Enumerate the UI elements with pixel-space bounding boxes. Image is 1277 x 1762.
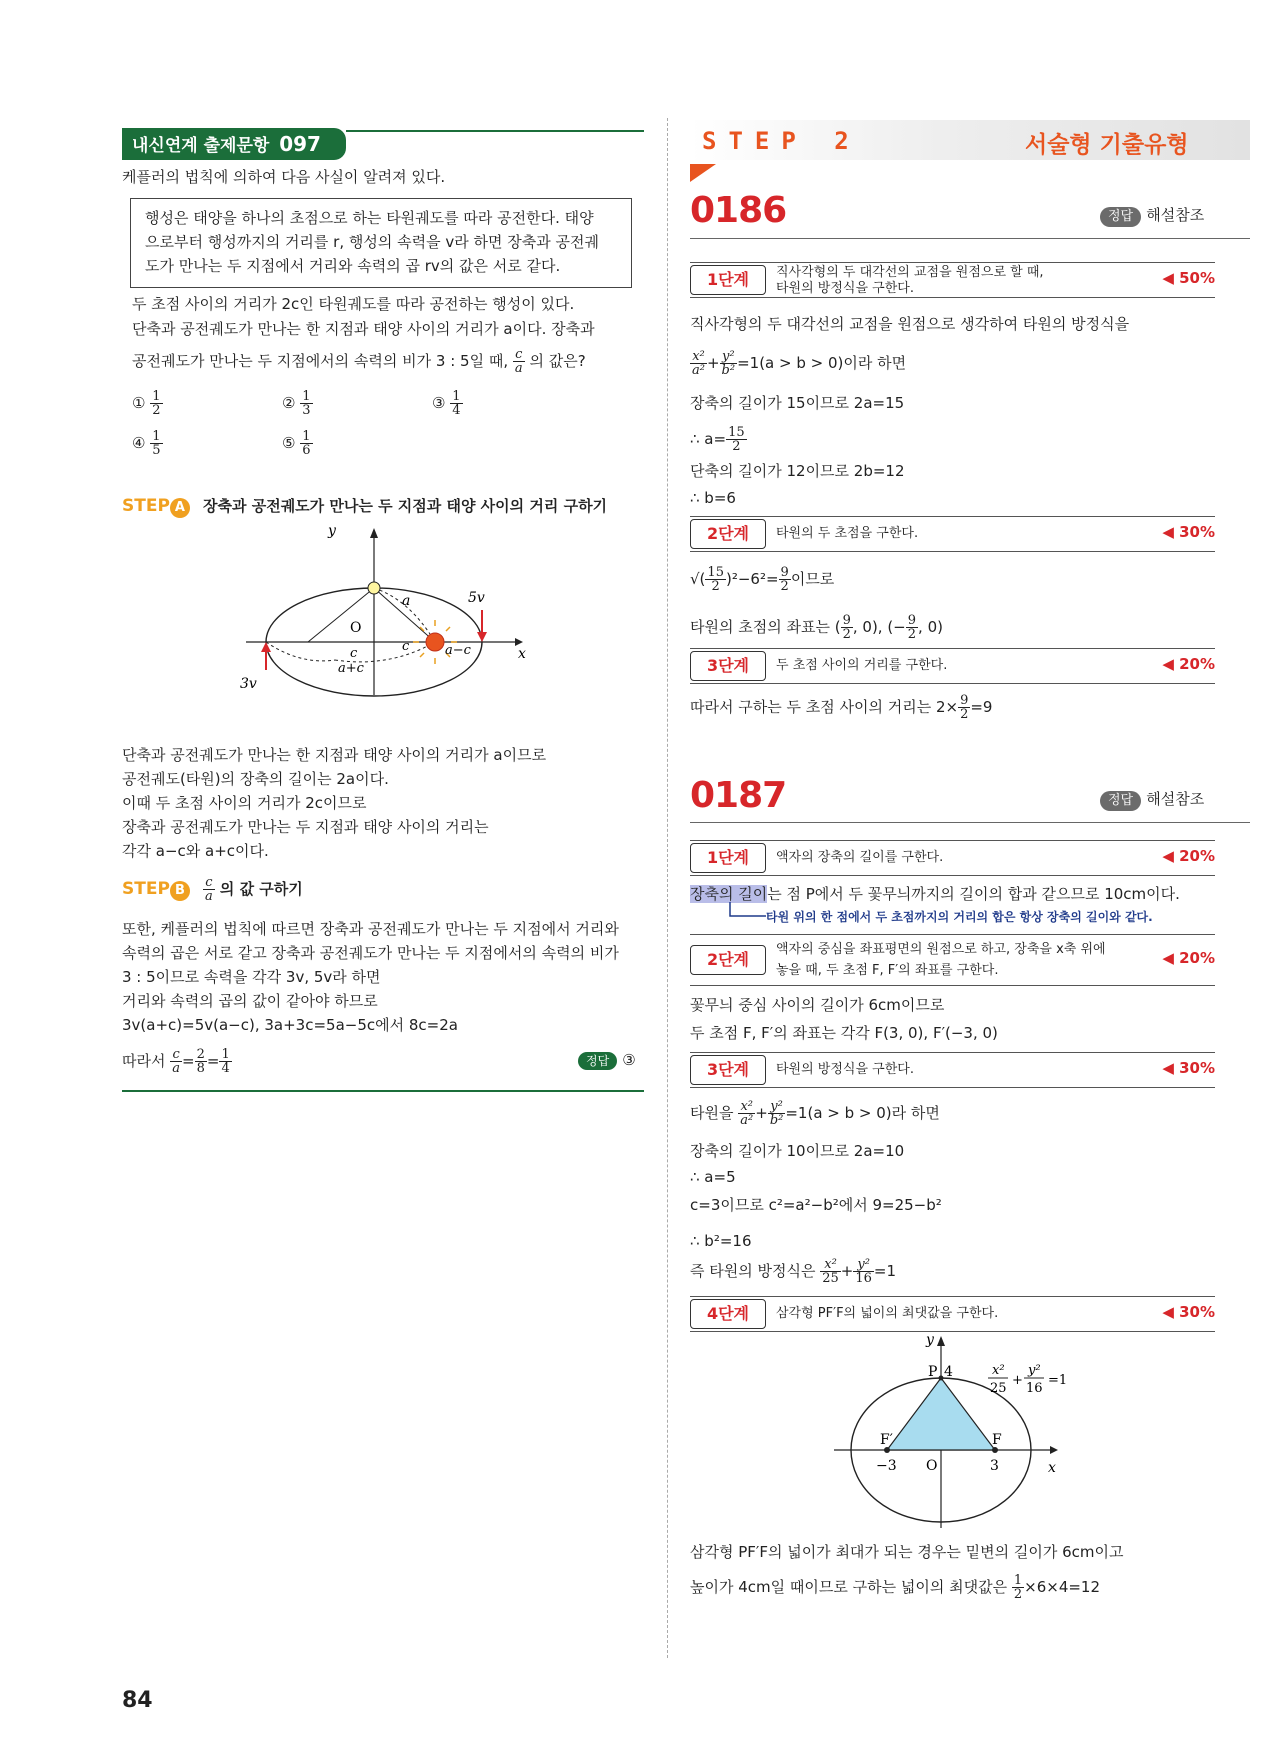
q186-stage2: 2단계 타원의 두 초점을 구한다. ◀ 30% [690,516,1215,552]
choice-1[interactable]: ① $\frac{1}{2}$ [132,389,161,418]
q187-s3-line-6: 즉 타원의 방정식은 $\frac{\text{x²}}{25}$ + $\frac{\text{y²}}{16}$ =1 [690,1257,897,1286]
question-line-3: 공전궤도가 만나는 두 지점에서의 속력의 비가 3 : 5일 때, $\frac{c}{a}$ 의 값은? [132,347,586,376]
q187-s2-line-2: 두 초점 F, F′의 좌표는 각각 F(3, 0), F′(−3, 0) [690,1024,998,1042]
q187-s3-line-1: 타원을 $\frac{\text{x²}}{\text{a²}}$ + $\frac{\text{y²}}{\text{b²}}$ =1(a > b > 0)라 하면 [690,1099,940,1128]
q187-stage3: 3단계 타원의 방정식을 구한다. ◀ 30% [690,1052,1215,1088]
lbl-3v: 3v [240,676,257,692]
box-line-3: 도가 만나는 두 지점에서 거리와 속력의 곱 rv의 값은 서로 같다. [145,257,561,275]
x-axis-arrow [515,638,523,646]
triangle-PFF [887,1378,995,1450]
question-fraction: $\frac{c}{a}$ [514,347,523,376]
lbl-c2: c [402,639,410,654]
choice-5[interactable]: ⑤ $\frac{1}{6}$ [282,429,311,458]
svg-text:4: 4 [944,1364,953,1380]
lbl-O: O [350,620,362,636]
svg-text:−3: −3 [876,1458,897,1474]
q186-s1-line-4: ∴ a= $\frac{15}{2}$ [690,425,745,454]
stepA-line-5: 각각 a−c와 a+c이다. [122,842,269,860]
svg-text:+: + [1012,1373,1023,1388]
q186-s1-line-5: 단축의 길이가 12이므로 2b=12 [690,462,905,480]
q187-stage2: 2단계 액자의 중심을 좌표평면의 원점으로 하고, 장축을 x축 위에 놓을 때, 두 초점 F, F′의 좌표를 구한다. ◀ 20% [690,934,1215,986]
final-line: 따라서 $\frac{c}{a}$ = $\frac{2}{8}$ = $\frac{1}{4}$ [122,1047,230,1076]
stepB-line-2: 속력의 곱은 서로 같고 장축과 공전궤도가 만나는 두 지점에서의 속력의 비가 [122,944,619,962]
svg-text:x²: x² [992,1363,1005,1378]
q186-s1-line-3: 장축의 길이가 15이므로 2a=15 [690,394,905,412]
left-answer: 정답 ③ [578,1050,636,1070]
stepA-line-4: 장축과 공전궤도가 만나는 두 지점과 태양 사이의 거리는 [122,818,489,836]
question-line-1: 두 초점 사이의 거리가 2c인 타원궤도를 따라 공전하는 행성이 있다. [132,295,575,313]
naesin-number: 097 [279,132,321,156]
q186-answer: 정답 해설참조 [1100,204,1204,227]
q187-s4-line-1: 삼각형 PF′F의 넓이가 최대가 되는 경우는 밑변의 길이가 6cm이고 [690,1543,1124,1561]
q187-s3-line-4: c=3이므로 c²=a²−b²에서 9=25−b² [690,1196,942,1214]
left-bottom-rule [122,1090,644,1092]
lbl-c1: c [350,646,358,661]
q187-rule [690,822,1250,823]
lbl-5v: 5v [468,590,485,606]
stepA-line-2: 공전궤도(타원)의 장축의 길이는 2a이다. [122,770,389,788]
svg-text:y²: y² [1028,1363,1041,1378]
svg-text:25: 25 [990,1381,1007,1396]
intro-text: 케플러의 법칙에 의하여 다음 사실이 알려져 있다. [122,168,446,186]
q187-s4-line-2: 높이가 4cm일 때이므로 구하는 넓이의 최댓값은 $\frac{1}{2}$ ×6×4=12 [690,1573,1101,1602]
q187-answer: 정답 해설참조 [1100,788,1204,811]
q187-s3-line-2: 장축의 길이가 10이므로 2a=10 [690,1142,905,1160]
box-line-2: 으로부터 행성까지의 거리를 r, 행성의 속력을 v라 하면 장축과 공전궤 [145,233,599,251]
apc-arc [266,642,335,661]
stepB-heading: STEP B $\frac{c}{a}$ 의 값 구하기 [122,875,303,904]
q187-s2-line-1: 꽃무늬 중심 사이의 길이가 6cm이므로 [690,996,945,1014]
choice-4[interactable]: ④ $\frac{1}{5}$ [132,429,161,458]
svg-text:F′: F′ [880,1432,893,1448]
sun [426,633,444,651]
svg-text:16: 16 [1026,1381,1043,1396]
naesin-header [122,128,346,160]
stepA-line-1: 단축과 공전궤도가 만나는 한 지점과 태양 사이의 거리가 a이므로 [122,746,547,764]
step2-title: 서술형 기출유형 [1025,132,1189,158]
q187-stage4: 4단계 삼각형 PF′F의 넓이의 최댓값을 구한다. ◀ 30% [690,1296,1215,1332]
box-line-1: 행성은 태양을 하나의 초점으로 하는 타원궤도를 따라 공전한다. 태양 [145,209,594,227]
y-axis-arrow [370,528,378,538]
lbl-a: a [402,593,411,609]
q186-s1-line-6: ∴ b=6 [690,489,736,507]
stepB-line-3: 3 : 5이므로 속력을 각각 3v, 5v라 하면 [122,968,381,986]
question-line-2: 단축과 공전궤도가 만나는 한 지점과 태양 사이의 거리가 a이다. 장축과 [132,320,595,338]
highlight-major-axis: 장축의 길이 [690,885,768,903]
q186-s2-line-2: 타원의 초점의 좌표는 ( $\frac{9}{2}$ , 0), (− $\frac{9}{2}$ , 0) [690,613,943,642]
q186-s3-line: 따라서 구하는 두 초점 사이의 거리는 2× $\frac{9}{2}$ =9 [690,693,993,722]
svg-text:P: P [928,1364,938,1380]
q186-rule [690,238,1250,239]
orbit-diagram [240,520,530,700]
stepA-letter: A [170,498,190,518]
note-arrow [718,902,768,924]
stepA-line-3: 이때 두 초점 사이의 거리가 2c이므로 [122,794,367,812]
lbl-amc: a−c [445,643,471,658]
choice-2[interactable]: ② $\frac{1}{3}$ [282,389,311,418]
q187-stage1: 1단계 액자의 장축의 길이를 구한다. ◀ 20% [690,840,1215,876]
stepB-line-1: 또한, 케플러의 법칙에 따르면 장축과 공전궤도가 만나는 두 지점에서 거리와 [122,920,619,938]
diagram-equation [988,1363,1067,1396]
q187-number: 0187 [690,775,787,816]
header-rule [346,130,644,132]
svg-text:3: 3 [990,1458,999,1474]
stepB-line-5: 3v(a+c)=5v(a−c), 3a+3c=5a−5c에서 8c=2a [122,1016,458,1034]
q187-s3-line-3: ∴ a=5 [690,1168,736,1186]
step2-label: STEP 2 [702,127,861,155]
q186-s1-line-1: 직사각형의 두 대각선의 교점을 원점으로 생각하여 타원의 방정식을 [690,315,1130,333]
naesin-label: 내신연계 출제문항 [132,136,270,156]
svg-text:x: x [1048,1460,1056,1476]
q186-stage3: 3단계 두 초점 사이의 거리를 구한다. ◀ 20% [690,648,1215,684]
q186-s2-line-1: √( $\frac{15}{2}$ )²−6²= $\frac{9}{2}$ 이므로 [690,565,835,594]
svg-text:=1: =1 [1048,1373,1068,1388]
step2-marker [690,164,716,182]
ellipse-triangle-diagram [830,1332,1120,1532]
q187-s3-line-5: ∴ b²=16 [690,1232,752,1250]
choice-3[interactable]: ③ $\frac{1}{4}$ [432,389,461,418]
stepB-letter: B [170,881,190,901]
q186-stage1: 1단계 직사각형의 두 대각선의 교점을 원점으로 할 때, 타원의 방정식을 구한다. ◀ 50% [690,262,1215,298]
q187-s1-line: 장축의 길이는 점 P에서 두 꽃무늬까지의 길이의 합과 같으므로 10cm이다. [690,885,1180,903]
stepB-line-4: 거리와 속력의 곱의 값이 같아야 하므로 [122,992,378,1010]
lbl-y: y [328,523,336,539]
column-divider [667,118,668,1658]
svg-text:F: F [992,1432,1002,1448]
lbl-x: x [518,646,526,662]
q186-number: 0186 [690,190,787,231]
q186-s1-line-2: $\frac{\text{x²}}{\text{a²}}$ + $\frac{\text{y²}}{\text{b²}}$ =1(a > b > 0)이라 하면 [692,349,907,378]
kepler-box [130,198,632,288]
lbl-apc: a+c [338,661,364,676]
planet [368,582,380,594]
svg-text:O: O [926,1458,938,1474]
stepA-heading: STEP A 장축과 공전궤도가 만나는 두 지점과 태양 사이의 거리 구하기 [122,496,608,516]
q187-note: 타원 위의 한 점에서 두 초점까지의 거리의 합은 항상 장축의 길이와 같다. [766,910,1153,924]
page-number: 84 [122,1688,153,1713]
svg-text:y: y [926,1332,934,1348]
